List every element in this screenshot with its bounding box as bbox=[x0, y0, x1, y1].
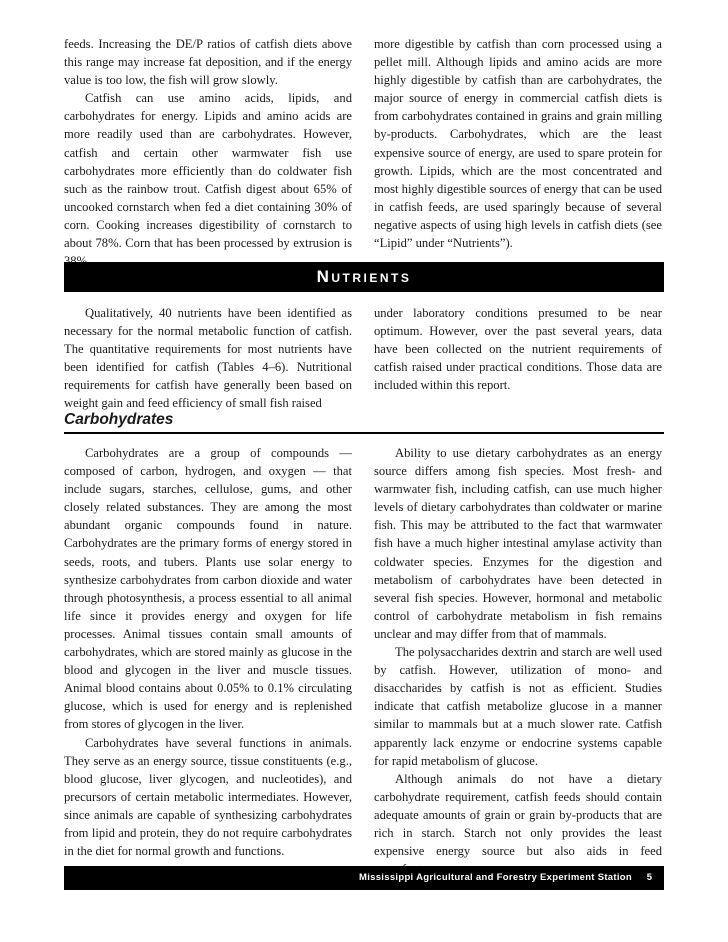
paragraph: Although animals do not have a dietary carbohydrate requirement, catfish feeds should contain adequate amounts of grain or grain by-products that are rich in starch. Starch not only provides the least expensive energy source but also aids in feed bbox=[374, 771, 662, 859]
footer-publisher: Mississippi Agricultural and Forestry Experiment Station bbox=[358, 872, 632, 883]
carbohydrates-left-column bbox=[64, 444, 352, 860]
section-header-bar bbox=[64, 262, 664, 292]
paragraph: Catfish can use amino acids, lipids, and carbohydrates for energy. Lipids and amino acids are more readily used than are carbohydrates. However, catfish and certain other warmwater fish use carbohydrates more efficiently than do coldwater fish such as the rainbow trout. Catfish digest about 65% of uncooked cornstarch when fed a diet containing 30% of corn. Cooking increases digestibility of cornstarch to about 78%. Corn that has been processed by extrusion is bbox=[64, 91, 352, 251]
document-page bbox=[64, 0, 664, 942]
subsection-header bbox=[64, 408, 664, 434]
paragraph: Qualitatively, 40 nutrients have been identified as necessary for the normal metabolic function of catfish. The quantitative requirements for most nutrients have been identified for catfish (Tables 4–6). Nutritional requirements for catfish have generally been based on weight gain and feed efficiency of small fish raised bbox=[64, 306, 352, 411]
footer-bar bbox=[64, 866, 664, 890]
intro-left-column bbox=[64, 35, 352, 270]
paragraph: The polysaccharides dextrin and starch are well used by catfish. However, utilization of mono- and disaccharides by catfish is not as efficient. Studies indicate that catfish metabolize glucose in a manner similar to mammals but at a much slower rate. Catfish apparently lack enzyme or endocrine systems capable for rapid metabolism of glucose. bbox=[374, 645, 662, 768]
intro-right-column bbox=[374, 35, 662, 252]
subsection-title: Carbohydrates bbox=[64, 411, 174, 428]
paragraph: Carbohydrates are a group of compounds — composed of carbon, hydrogen, and oxygen — that include sugars, starches, cellulose, gums, and other closely related substances. They are among the most abundant organic compounds found in nature. Carbohydrates are the primary forms of energy stored in seeds, roots, and tubers. Plants use solar energy to synthesize carbohydrates from carbon dioxide and water through photosynthesis, a process essential to all animal life since it provides energy and oxygen for life processes. Animal tissues contain small amounts of carbohydrates, which are stored mainly as glucose in the blood and glycogen in the liver and muscle tissues. Animal blood contains about 0.05% to 0.1% circulating glucose, which is used for energy and is replenished from stores of glycogen in the liver. bbox=[64, 446, 352, 732]
paragraph: under laboratory conditions presumed to be near optimum. However, over the past several years, data have been collected on the nutrient requirements of catfish raised under practical conditions. Those data are included within this report. bbox=[374, 306, 662, 393]
section-title: Nutrients bbox=[316, 267, 412, 286]
paragraph: more digestible by catfish than corn processed using a pellet mill. Although lipids and amino acids are more highly digestible by catfish than are carbohydrates, the major source of energy in commercial catfish diets is from carbohydrates contained in grains and grain milling by-products. Carbohydrates, which are the least expensive source of energy, are used to spare protein for growth. Lipids, which are the most concentrated and most highly digestible sources of energy that can be used in catfish feeds, are used sparingly because of several negative aspects of using high levels in catfish diets (see “Lipid” under “Nutrients”). bbox=[374, 37, 662, 251]
nutrients-right-column bbox=[374, 304, 662, 394]
paragraph: Carbohydrates have several functions in animals. They serve as an energy source, tissue constituents (e.g., blood glucose, liver glycogen, and nucleotides), and precursors of certain metabolic intermediates. However, since animals are capable of synthesizing carbohydrates from lipid and protein, they do not require carbohydrates in the diet for normal growth and functions. bbox=[64, 735, 352, 859]
paragraph: Ability to use dietary carbohydrates as an energy source differs among fish species. Most fresh- and warmwater fish, including catfish, can use much higher levels of dietary carbohydrates than coldwater or marine fish. This may be attributed to the fact that warmwater fish have a much higher intestinal amylase activity than coldwater species. Enzymes for the digestion and metabolism of carbohydrates have been detected in several fish species. However, hormonal and metabolic control of carbohydrate metabolism in fish remains unclear and may differ from that of mammals. bbox=[374, 446, 662, 641]
carbohydrates-right-column bbox=[374, 444, 662, 878]
paragraph: feeds. Increasing the DE/P ratios of catfish diets above this range may increase fat deposition, and if the energy value is too low, the fish will grow slowly. bbox=[64, 37, 352, 88]
page-number: 5 bbox=[646, 872, 652, 883]
nutrients-left-column bbox=[64, 304, 352, 413]
